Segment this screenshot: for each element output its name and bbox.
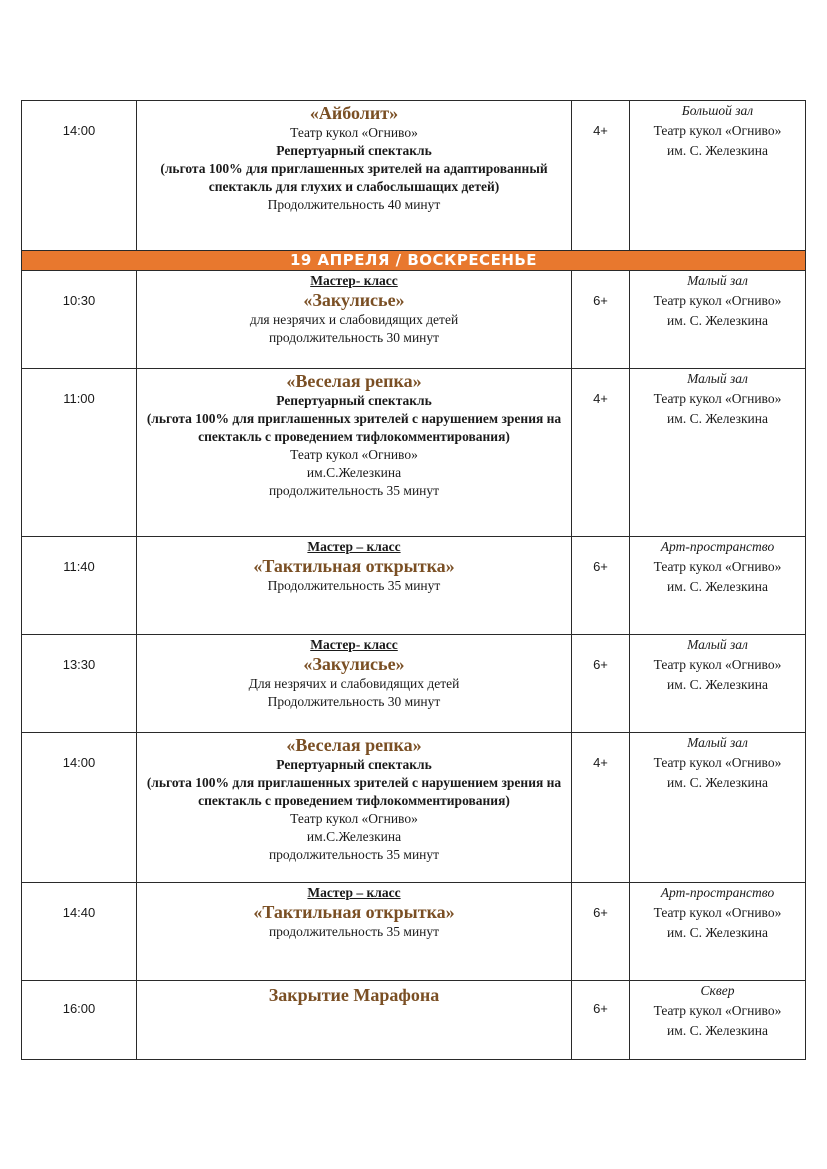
- venue-name: им. С. Железкина: [667, 579, 768, 594]
- venue-name: им. С. Железкина: [667, 925, 768, 940]
- event-venue: [630, 101, 806, 251]
- event-venue: [630, 271, 806, 369]
- event-time: 14:40: [22, 883, 137, 981]
- schedule-table: [21, 100, 806, 1060]
- venue-hall: Большой зал: [681, 103, 754, 118]
- age-rating: 6+: [572, 981, 630, 1060]
- table-row: [22, 883, 806, 981]
- venue-hall: Малый зал: [687, 637, 748, 652]
- table-row: [22, 537, 806, 635]
- event-title: «Айболит»: [309, 103, 399, 123]
- event-kind: Мастер- класс: [310, 273, 398, 288]
- event-bold-line: Репертуарный спектакль: [276, 393, 432, 408]
- age-rating: 4+: [572, 369, 630, 537]
- venue-hall: Малый зал: [687, 273, 748, 288]
- age-rating: 6+: [572, 537, 630, 635]
- venue-name: им. С. Железкина: [667, 143, 768, 158]
- venue-theatre: Театр кукол «Огниво»: [653, 293, 782, 308]
- event-time: 16:00: [22, 981, 137, 1060]
- event-description: [137, 369, 572, 537]
- event-line: им.С.Железкина: [306, 465, 402, 480]
- event-venue: [630, 635, 806, 733]
- day-header-row: [22, 251, 806, 271]
- event-line: продолжительность 35 минут: [268, 483, 440, 498]
- event-description: [137, 981, 572, 1060]
- event-title: «Закулисье»: [303, 654, 405, 674]
- event-title: «Тактильная открытка»: [253, 556, 455, 576]
- venue-hall: Арт-пространство: [660, 539, 775, 554]
- day-header: 19 АПРЕЛЯ / ВОСКРЕСЕНЬЕ: [22, 251, 806, 271]
- venue-name: им. С. Железкина: [667, 411, 768, 426]
- event-line: Продолжительность 30 минут: [267, 694, 441, 709]
- event-bold-line: (льгота 100% для приглашенных зрителей с нарушением зрения на спектакль с проведением тифлокомментирования): [146, 411, 562, 444]
- table-row: [22, 733, 806, 883]
- event-time: 10:30: [22, 271, 137, 369]
- event-title: «Веселая репка»: [286, 735, 422, 755]
- event-line: Для незрячих и слабовидящих детей: [248, 676, 460, 691]
- event-line: продолжительность 30 минут: [268, 330, 440, 345]
- event-kind: Мастер – класс: [307, 885, 401, 900]
- event-title: «Закулисье»: [303, 290, 405, 310]
- event-venue: [630, 733, 806, 883]
- event-bold-line: (льгота 100% для приглашенных зрителей на адаптированный спектакль для глухих и слабослышащих детей): [160, 161, 548, 194]
- venue-theatre: Театр кукол «Огниво»: [653, 657, 782, 672]
- event-title: «Веселая репка»: [286, 371, 422, 391]
- age-rating: 6+: [572, 271, 630, 369]
- event-time: 11:40: [22, 537, 137, 635]
- event-bold-line: (льгота 100% для приглашенных зрителей с нарушением зрения на спектакль с проведением тифлокомментирования): [146, 775, 562, 808]
- table-row: [22, 101, 806, 251]
- age-rating: 4+: [572, 733, 630, 883]
- event-time: 14:00: [22, 733, 137, 883]
- table-row: [22, 635, 806, 733]
- event-kind: Мастер – класс: [307, 539, 401, 554]
- schedule-body: [22, 101, 806, 1060]
- event-time: 13:30: [22, 635, 137, 733]
- venue-name: им. С. Железкина: [667, 677, 768, 692]
- event-line: для незрячих и слабовидящих детей: [249, 312, 459, 327]
- event-line: Театр кукол «Огниво»: [290, 125, 418, 140]
- event-venue: [630, 369, 806, 537]
- event-description: [137, 271, 572, 369]
- event-venue: [630, 537, 806, 635]
- venue-hall: Арт-пространство: [660, 885, 775, 900]
- venue-theatre: Театр кукол «Огниво»: [653, 905, 782, 920]
- event-line: продолжительность 35 минут: [268, 924, 440, 939]
- event-line: продолжительность 35 минут: [268, 847, 440, 862]
- event-kind: Мастер- класс: [310, 637, 398, 652]
- table-row: [22, 369, 806, 537]
- venue-hall: Малый зал: [687, 735, 748, 750]
- venue-hall: Сквер: [700, 983, 735, 998]
- venue-theatre: Театр кукол «Огниво»: [653, 1003, 782, 1018]
- table-row: [22, 271, 806, 369]
- venue-hall: Малый зал: [687, 371, 748, 386]
- event-time: 11:00: [22, 369, 137, 537]
- event-line: им.С.Железкина: [306, 829, 402, 844]
- venue-name: им. С. Железкина: [667, 1023, 768, 1038]
- event-bold-line: Репертуарный спектакль: [276, 757, 432, 772]
- event-venue: [630, 883, 806, 981]
- venue-theatre: Театр кукол «Огниво»: [653, 123, 782, 138]
- event-title: «Тактильная открытка»: [253, 902, 455, 922]
- age-rating: 6+: [572, 883, 630, 981]
- event-description: [137, 733, 572, 883]
- event-venue: [630, 981, 806, 1060]
- age-rating: 4+: [572, 101, 630, 251]
- event-title: Закрытие Марафона: [268, 985, 440, 1005]
- event-line: Театр кукол «Огниво»: [290, 811, 418, 826]
- age-rating: 6+: [572, 635, 630, 733]
- venue-theatre: Театр кукол «Огниво»: [653, 559, 782, 574]
- venue-name: им. С. Железкина: [667, 775, 768, 790]
- event-time: 14:00: [22, 101, 137, 251]
- event-line: Театр кукол «Огниво»: [290, 447, 418, 462]
- event-line: Продолжительность 35 минут: [267, 578, 441, 593]
- event-description: [137, 537, 572, 635]
- venue-theatre: Театр кукол «Огниво»: [653, 755, 782, 770]
- event-description: [137, 101, 572, 251]
- event-description: [137, 883, 572, 981]
- venue-name: им. С. Железкина: [667, 313, 768, 328]
- venue-theatre: Театр кукол «Огниво»: [653, 391, 782, 406]
- event-bold-line: Репертуарный спектакль: [276, 143, 432, 158]
- table-row: [22, 981, 806, 1060]
- event-line: Продолжительность 40 минут: [267, 197, 441, 212]
- event-description: [137, 635, 572, 733]
